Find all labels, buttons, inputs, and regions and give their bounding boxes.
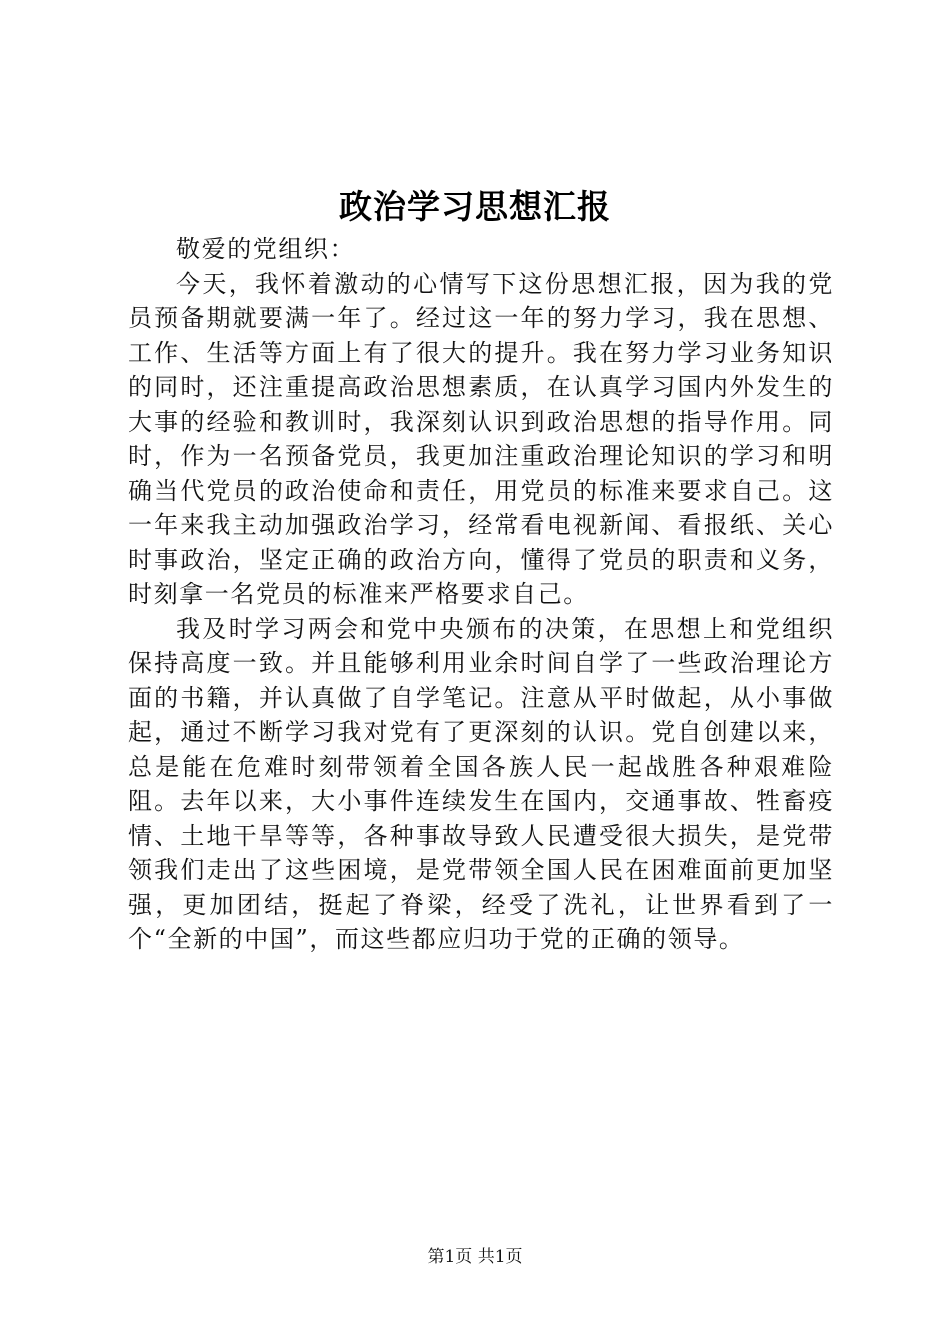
document-body xyxy=(128,232,834,957)
page-footer: 第1页 共1页 xyxy=(427,1247,523,1267)
paragraph-1: 今天，我怀着激动的心情写下这份思想汇报，因为我的党员预备期就要满一年了。经过这一年的努力学习，我在思想、工作、生活等方面上有了很大的提升。我在努力学习业务知识的同时，还注重提高政治思想素质，在认真学习国内外发生的大事的经验和教训时，我深刻认识到政治思想的指导作用。同时，作为一名预备党员，我更加注重政治理论知识的学习和明确当代党员的政治使命和责任，用党员的标准来要求自己。这一年来我主动加强政治学习，经常看电视新闻、看报纸、关心时事政治，坚定正确的政治方向，懂得了党员的职责和义务，时刻拿一名党员的标准来严格要求自己。 xyxy=(128,269,834,608)
salutation: 敬爱的党组织： xyxy=(176,235,356,263)
paragraph-2: 我及时学习两会和党中央颁布的决策，在思想上和党组织保持高度一致。并且能够利用业余时间自学了一些政治理论方面的书籍，并认真做了自学笔记。注意从平时做起，从小事做起，通过不断学习我对党有了更深刻的认识。党自创建以来，总是能在危难时刻带领着全国各族人民一起战胜各种艰难险阻。去年以来，大小事件连续发生在国内，交通事故、牲畜疫情、土地干旱等等，各种事故导致人民遭受很大损失，是党带领我们走出了这些困境，是党带领全国人民在困难面前更加坚强，更加团结，挺起了脊梁，经受了洗礼，让世界看到了一个“全新的中国”，而这些都应归功于党的正确的领导。 xyxy=(128,614,834,953)
document-title: 政治学习思想汇报 xyxy=(339,187,611,226)
